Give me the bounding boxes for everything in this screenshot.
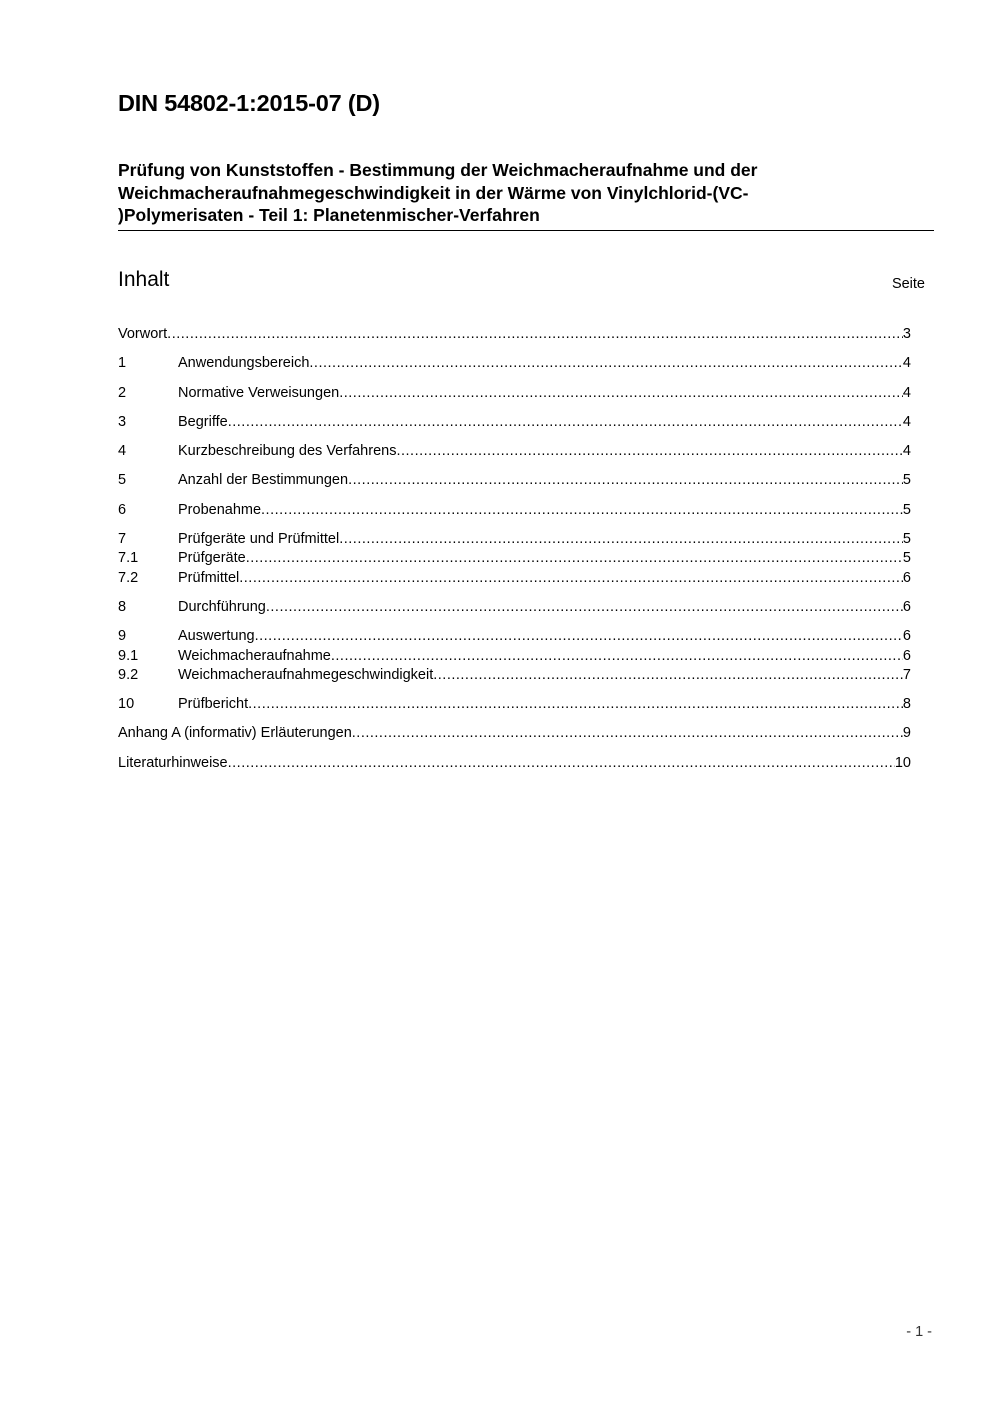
toc-entry-vorwort[interactable] (118, 325, 911, 344)
toc-leader (433, 666, 903, 685)
toc-leader (266, 598, 903, 617)
toc-section-number: 9.2 (118, 666, 139, 683)
toc-entry-title: Vorwort (118, 326, 168, 342)
toc-section-number: 3 (118, 413, 127, 430)
toc-section-number: 6 (118, 501, 127, 518)
toc-section-number: 7.1 (118, 550, 139, 567)
toc-page-number: 7 (902, 666, 911, 683)
toc-leader (255, 627, 903, 646)
toc-page-number: 6 (902, 598, 911, 615)
title-line: Weichmacheraufnahmegeschwindigkeit in der Wärme von Vinylchlorid-(VC- (118, 182, 749, 203)
toc-section-number: 1 (118, 355, 127, 372)
toc-entry-7-1[interactable] (118, 549, 911, 568)
toc-entry-1[interactable] (118, 354, 911, 373)
toc-section-number: 7.2 (118, 569, 139, 586)
toc-entry-title: Normative Verweisungen (178, 384, 340, 401)
toc-page-number: 4 (902, 413, 911, 430)
table-of-contents (118, 325, 911, 773)
toc-entry-10[interactable] (118, 695, 911, 714)
toc-section-number: 2 (118, 384, 127, 401)
annex-title: Erläuterungen (260, 725, 352, 742)
toc-entry-5[interactable] (118, 471, 911, 490)
toc-page-number: 4 (902, 384, 911, 401)
toc-entry-title: Probenahme (178, 501, 262, 518)
toc-entry-anhang-a[interactable] (118, 724, 911, 743)
toc-section-number: 4 (118, 443, 127, 460)
toc-leader (348, 471, 903, 490)
annex-note: (informativ) (184, 725, 257, 742)
toc-leader (396, 442, 902, 461)
toc-section-number: 7 (118, 531, 127, 548)
toc-entry-title: Weichmacheraufnahmegeschwindigkeit (178, 666, 434, 683)
toc-leader (331, 647, 903, 666)
document-title (118, 159, 934, 231)
annex-label: Anhang A (118, 725, 181, 742)
toc-section-number: 10 (118, 696, 135, 713)
toc-entry-title: Prüfmittel (178, 569, 240, 586)
toc-entry-title (118, 724, 352, 743)
toc-section-number: 9 (118, 628, 127, 645)
toc-entry-4[interactable] (118, 442, 911, 461)
toc-entry-title: Anzahl der Bestimmungen (178, 472, 349, 489)
toc-entry-title: Anwendungsbereich (178, 355, 310, 372)
toc-entry-title: Begriffe (178, 413, 228, 430)
toc-section-number: 5 (118, 472, 127, 489)
toc-page-number: 6 (902, 569, 911, 586)
toc-page-number: 5 (902, 472, 911, 489)
toc-leader (239, 569, 903, 588)
toc-page-number: 3 (902, 326, 911, 342)
toc-entry-title: Durchführung (178, 598, 266, 615)
toc-leader (167, 325, 903, 344)
toc-leader (228, 754, 895, 773)
toc-leader (309, 354, 903, 373)
toc-entry-title: Kurzbeschreibung des Verfahrens (178, 443, 397, 460)
toc-page-number: 6 (902, 647, 911, 664)
toc-leader (228, 413, 903, 432)
toc-page-number: 5 (902, 550, 911, 567)
footer-page-number: - 1 - (906, 1324, 932, 1340)
toc-entry-2[interactable] (118, 384, 911, 403)
toc-entry-9[interactable] (118, 627, 911, 646)
toc-heading: Inhalt (118, 268, 170, 291)
toc-entry-7[interactable] (118, 530, 911, 549)
toc-leader (261, 501, 903, 520)
toc-entry-6[interactable] (118, 501, 911, 520)
toc-page-number: 6 (902, 628, 911, 645)
toc-leader (248, 695, 903, 714)
toc-page-number: 8 (902, 696, 911, 713)
toc-section-number: 9.1 (118, 647, 139, 664)
toc-entry-literaturhinweise[interactable] (118, 754, 911, 773)
toc-entry-7-2[interactable] (118, 569, 911, 588)
title-line: )Polymerisaten - Teil 1: Planetenmischer-Verfahren (118, 205, 540, 225)
toc-leader (339, 384, 903, 403)
toc-page-number: 5 (902, 501, 911, 518)
toc-leader (246, 549, 903, 568)
toc-entry-title: Weichmacheraufnahme (178, 647, 331, 664)
toc-page-number: 5 (902, 531, 911, 548)
document-id: DIN 54802-1:2015-07 (D) (118, 90, 380, 116)
toc-page-number: 10 (894, 754, 911, 771)
title-line: Prüfung von Kunststoffen - Bestimmung der Weichmacheraufnahme und der (118, 160, 758, 180)
toc-section-number: 8 (118, 598, 127, 615)
toc-entry-title: Prüfbericht (178, 696, 249, 713)
toc-entry-3[interactable] (118, 413, 911, 432)
toc-entry-title: Literaturhinweise (118, 754, 228, 771)
toc-entry-title: Auswertung (178, 628, 255, 645)
toc-leader (339, 530, 903, 549)
toc-entry-9-2[interactable] (118, 666, 911, 685)
toc-entry-8[interactable] (118, 598, 911, 617)
toc-leader (352, 724, 903, 743)
toc-entry-9-1[interactable] (118, 647, 911, 666)
toc-entry-title: Prüfgeräte und Prüfmittel (178, 531, 340, 548)
page-column-label: Seite (891, 276, 925, 292)
toc-page-number: 9 (902, 725, 911, 742)
toc-page-number: 4 (902, 355, 911, 372)
toc-page-number: 4 (902, 443, 911, 460)
toc-entry-title: Prüfgeräte (178, 550, 246, 567)
